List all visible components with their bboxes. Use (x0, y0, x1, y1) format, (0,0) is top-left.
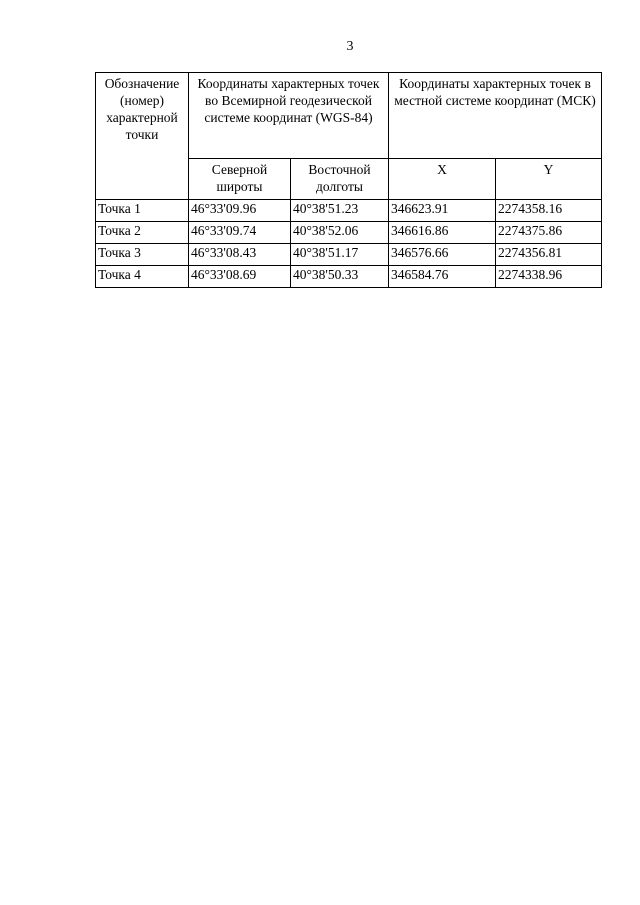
cell-latitude: 46°33'09.74 (189, 222, 291, 244)
cell-y: 2274375.86 (496, 222, 602, 244)
table-row (96, 222, 602, 244)
header-east-longitude: Восточной долготы (291, 159, 389, 200)
coordinates-table (95, 72, 602, 288)
header-wgs84-group: Координаты характерных точек во Всемирной геодезической системе координат (WGS-84) (189, 73, 389, 159)
header-north-latitude: Северной широты (189, 159, 291, 200)
cell-point: Точка 3 (96, 244, 189, 266)
header-point-designation: Обозначение (номер) характерной точки (96, 73, 189, 200)
cell-x: 346584.76 (389, 266, 496, 288)
cell-point: Точка 2 (96, 222, 189, 244)
cell-longitude: 40°38'51.17 (291, 244, 389, 266)
page-number: 3 (346, 39, 354, 54)
header-msk-group: Координаты характерных точек в местной системе координат (МСК) (389, 73, 602, 159)
cell-latitude: 46°33'09.96 (189, 200, 291, 222)
header-x: X (389, 159, 496, 200)
cell-x: 346623.91 (389, 200, 496, 222)
cell-x: 346616.86 (389, 222, 496, 244)
cell-y: 2274338.96 (496, 266, 602, 288)
cell-point: Точка 4 (96, 266, 189, 288)
cell-point: Точка 1 (96, 200, 189, 222)
table-row (96, 244, 602, 266)
table-row (96, 200, 602, 222)
cell-latitude: 46°33'08.69 (189, 266, 291, 288)
cell-longitude: 40°38'51.23 (291, 200, 389, 222)
table-header-row (96, 73, 602, 159)
cell-y: 2274356.81 (496, 244, 602, 266)
header-y: Y (496, 159, 602, 200)
cell-longitude: 40°38'52.06 (291, 222, 389, 244)
table-row (96, 266, 602, 288)
cell-y: 2274358.16 (496, 200, 602, 222)
cell-x: 346576.66 (389, 244, 496, 266)
cell-longitude: 40°38'50.33 (291, 266, 389, 288)
cell-latitude: 46°33'08.43 (189, 244, 291, 266)
